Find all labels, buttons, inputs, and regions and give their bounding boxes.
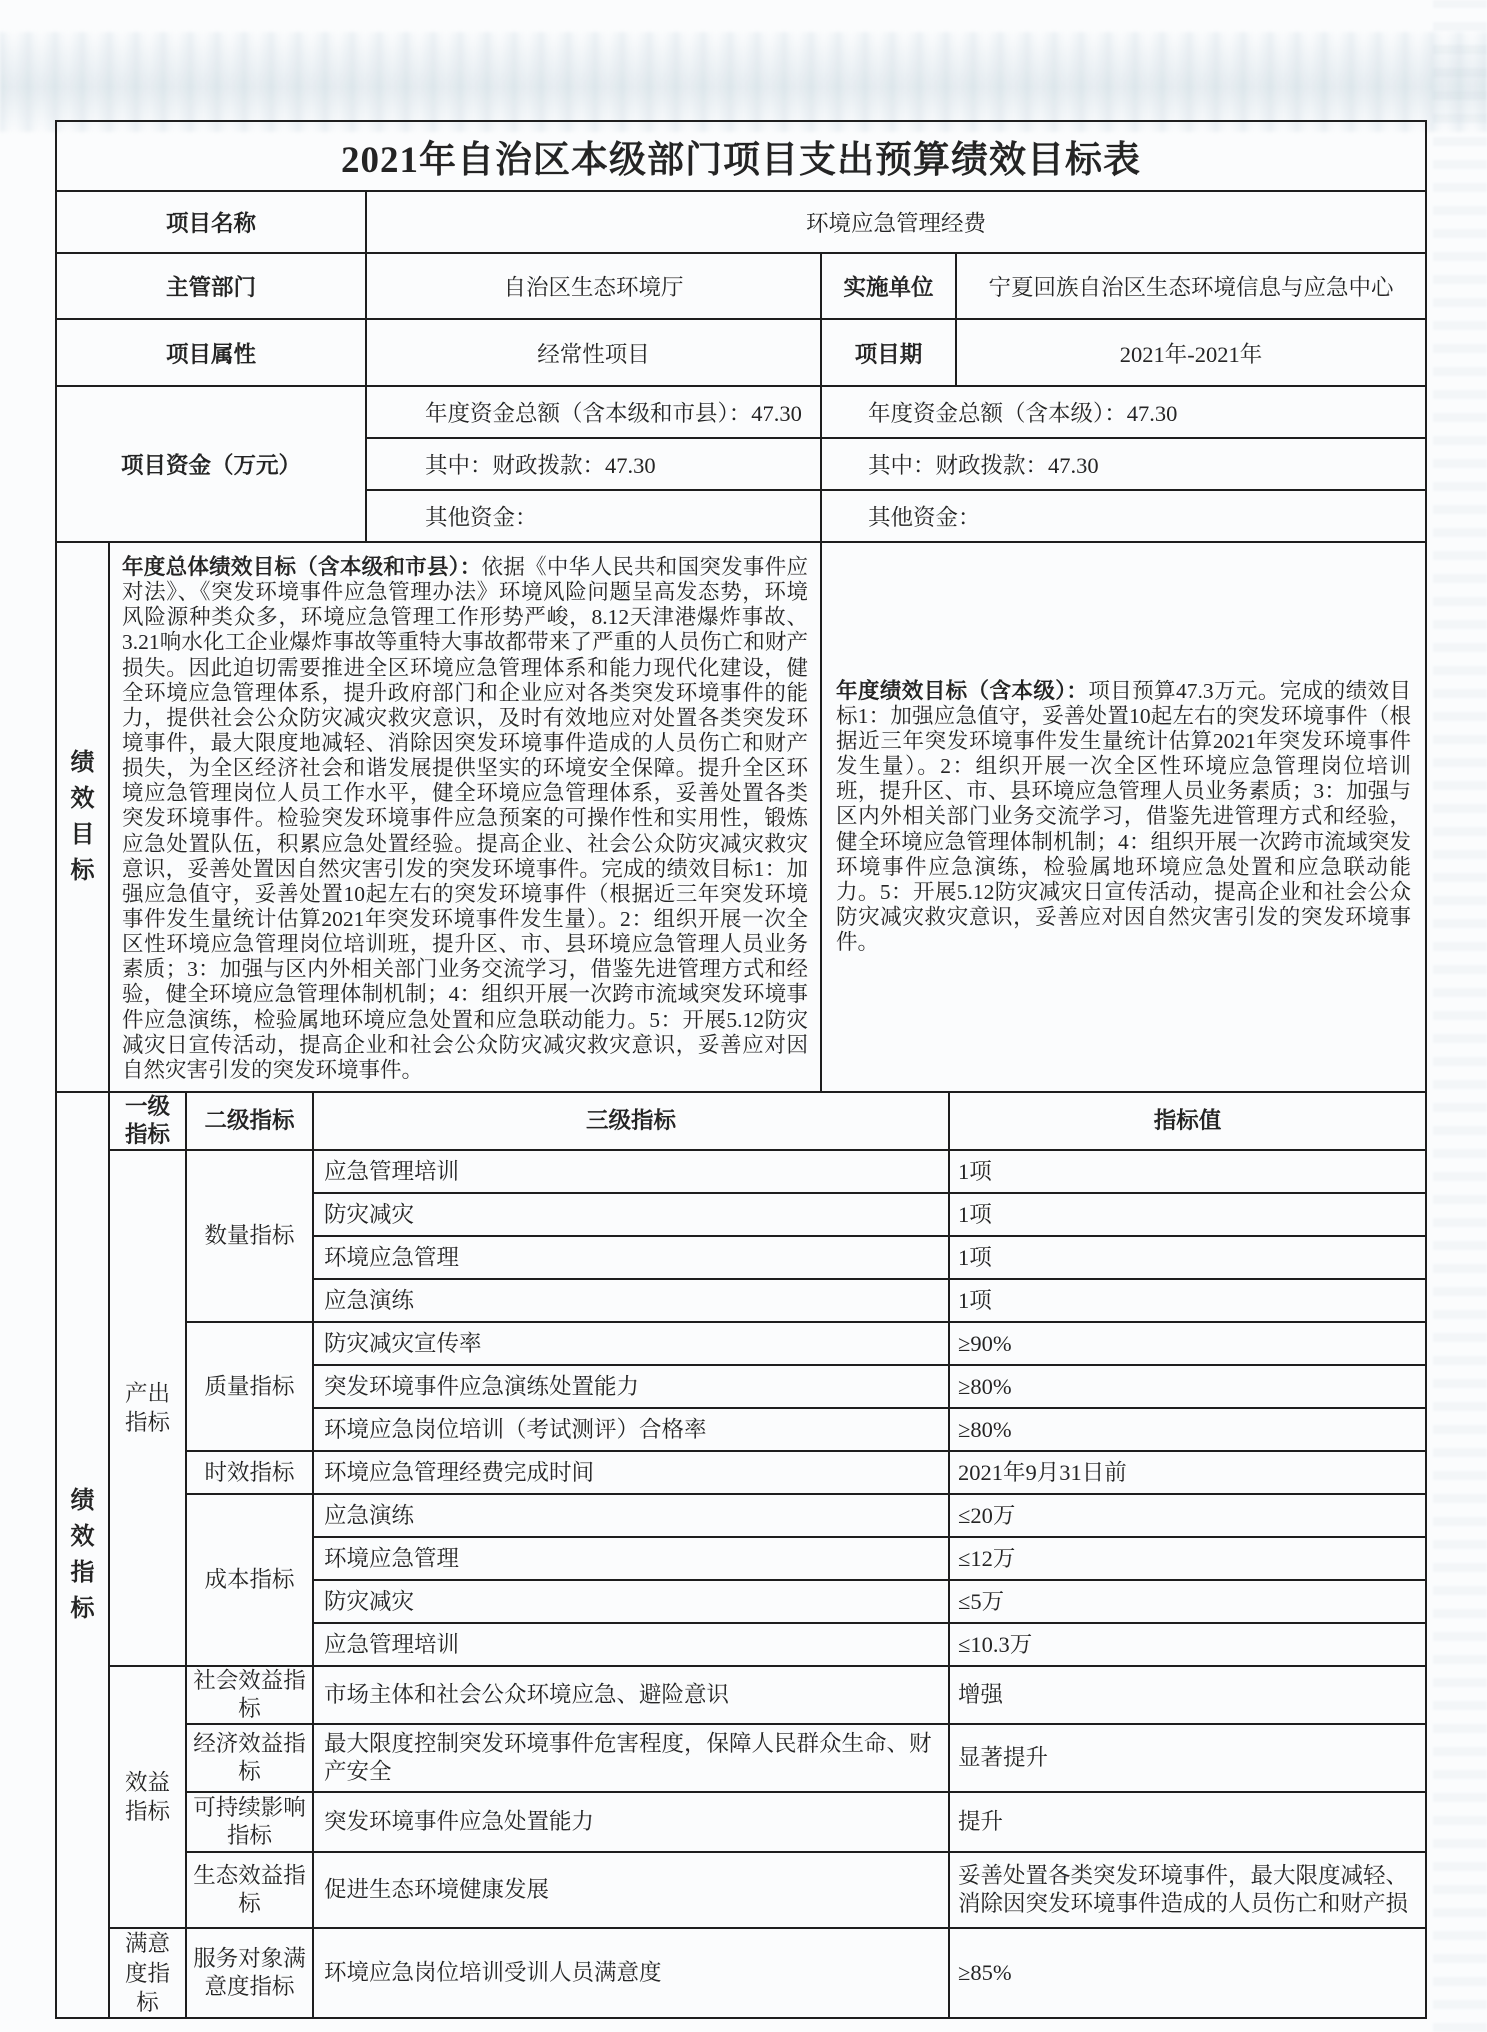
project-name-value: 环境应急管理经费 bbox=[366, 191, 1426, 253]
scan-noise-edge bbox=[1433, 0, 1487, 2032]
level2-service-satisfaction-indicators: 服务对象满意度指标 bbox=[186, 1928, 313, 2018]
performance-goals-section bbox=[55, 541, 1427, 1093]
indicator-value: ≥85% bbox=[949, 1928, 1426, 2018]
implement-unit-label: 实施单位 bbox=[821, 253, 956, 319]
header-level3: 三级指标 bbox=[313, 1092, 949, 1150]
funding-total-left: 年度资金总额（含本级和市县）：47.30 bbox=[366, 386, 821, 438]
indicator-name: 应急管理培训 bbox=[313, 1623, 949, 1666]
funding-total-right: 年度资金总额（含本级）：47.30 bbox=[821, 386, 1426, 438]
indicator-value: 1项 bbox=[949, 1279, 1426, 1322]
implement-unit-value: 宁夏回族自治区生态环境信息与应急中心 bbox=[956, 253, 1426, 319]
level2-social-benefit-indicators: 社会效益指标 bbox=[186, 1666, 313, 1724]
indicator-value: ≤12万 bbox=[949, 1537, 1426, 1580]
indicator-name: 应急演练 bbox=[313, 1279, 949, 1322]
overall-goal-body: 依据《中华人民共和国突发事件应对法》、《突发环境事件应急管理办法》环境风险问题呈高发态势，环境风险源种类众多，环境应急管理工作形势严峻，8.12天津港爆炸事故、3.21响水化工企业爆炸事故等重特大事故都带来了严重的人员伤亡和财产损失。因此迫切需要推进全区环境应急管理体系和能力现代化建设，健全环境应急管理体系，提升政府部门和企业应对各类突发环境事件的能力，提供社会公众防灾减灾救灾意识，及时有效地应对处置各类突发环境事件，最大限度地减轻、消除因突发环境事件造成的人员伤亡和财产损失，为全区经济社会和谐发展提供坚实的环境安全保障。提升全区环境应急管理岗位人员工作水平，健全环境应急管理体系，妥善处置各类突发环境事件。检验突发环境事件应急预案的可操作性和实用性，锻炼应急处置队伍，积累应急处置经验。提高企业、社会公众防灾减灾救灾意识，妥善处置因自然灾害引发的突发环境事件。完成的绩效目标1：加强应急值守，妥善处置10起左右的突发环境事件（根据近三年突发环境事件发生量统计估算2021年突发环境事件发生量）。2：组织开展一次全区性环境应急管理岗位培训班，提升区、市、县环境应急管理人员业务素质；3：加强与区内外相关部门业务交流学习，借鉴先进管理方式和经验，健全环境应急管理体制机制；4：组织开展一次跨市流域突发环境事件应急演练，检验属地环境应急处置和应急联动能力。5：开展5.12防灾减灾日宣传活动，提高企业和社会公众防灾减灾救灾意识，妥善应对因自然灾害引发的突发环境事件。 bbox=[122, 555, 808, 1082]
annual-goal-cell bbox=[821, 542, 1426, 1092]
level2-ecological-benefit-indicators: 生态效益指标 bbox=[186, 1852, 313, 1928]
indicators-section-label-cell bbox=[56, 1092, 109, 2018]
annual-goal-title: 年度绩效目标（含本级）： bbox=[836, 678, 1089, 703]
level1-benefit-indicators: 效益指标 bbox=[109, 1666, 186, 1928]
indicator-name: 环境应急岗位培训受训人员满意度 bbox=[313, 1928, 949, 2018]
indicator-name: 环境应急管理经费完成时间 bbox=[313, 1451, 949, 1494]
department-value: 自治区生态环境厅 bbox=[366, 253, 821, 319]
indicator-value: 1项 bbox=[949, 1236, 1426, 1279]
header-level1: 一级指标 bbox=[109, 1092, 186, 1150]
indicator-value: ≥80% bbox=[949, 1408, 1426, 1451]
scan-noise-band bbox=[0, 32, 1487, 132]
level2-quantity-indicators: 数量指标 bbox=[186, 1150, 313, 1322]
attribute-label: 项目属性 bbox=[56, 319, 366, 386]
indicator-name: 环境应急岗位培训（考试测评）合格率 bbox=[313, 1408, 949, 1451]
indicator-value: 2021年9月31日前 bbox=[949, 1451, 1426, 1494]
indicator-name: 防灾减灾 bbox=[313, 1193, 949, 1236]
indicator-name: 最大限度控制突发环境事件危害程度，保障人民群众生命、财产安全 bbox=[313, 1724, 949, 1792]
performance-indicators-table bbox=[55, 1091, 1427, 2019]
indicator-name: 突发环境事件应急演练处置能力 bbox=[313, 1365, 949, 1408]
goals-section-label: 绩效目标 bbox=[70, 749, 95, 884]
indicator-name: 促进生态环境健康发展 bbox=[313, 1852, 949, 1928]
indicator-name: 防灾减灾 bbox=[313, 1580, 949, 1623]
funding-label: 项目资金（万元） bbox=[56, 386, 366, 542]
level1-output-indicators: 产出指标 bbox=[109, 1150, 186, 1666]
performance-target-table bbox=[55, 120, 1425, 2019]
level2-timeliness-indicators: 时效指标 bbox=[186, 1451, 313, 1494]
indicator-value: 显著提升 bbox=[949, 1724, 1426, 1792]
funding-fiscal-left: 其中：财政拨款：47.30 bbox=[366, 438, 821, 490]
funding-other-left: 其他资金： bbox=[366, 490, 821, 542]
indicator-value: ≤10.3万 bbox=[949, 1623, 1426, 1666]
annual-goal-text bbox=[836, 679, 1411, 956]
indicator-name: 突发环境事件应急处置能力 bbox=[313, 1792, 949, 1852]
indicator-value: 1项 bbox=[949, 1193, 1426, 1236]
goals-section-label-cell bbox=[56, 542, 109, 1092]
period-value: 2021年-2021年 bbox=[956, 319, 1426, 386]
indicator-name: 市场主体和社会公众环境应急、避险意识 bbox=[313, 1666, 949, 1724]
funding-fiscal-right: 其中：财政拨款：47.30 bbox=[821, 438, 1426, 490]
project-name-label: 项目名称 bbox=[56, 191, 366, 253]
indicator-value: ≤20万 bbox=[949, 1494, 1426, 1537]
period-label: 项目期 bbox=[821, 319, 956, 386]
level2-sustainable-impact-indicators: 可持续影响指标 bbox=[186, 1792, 313, 1852]
indicators-section-label: 绩效指标 bbox=[70, 1488, 95, 1623]
funding-other-right: 其他资金： bbox=[821, 490, 1426, 542]
level2-cost-indicators: 成本指标 bbox=[186, 1494, 313, 1666]
indicator-name: 防灾减灾宣传率 bbox=[313, 1322, 949, 1365]
header-level2: 二级指标 bbox=[186, 1092, 313, 1150]
indicator-name: 环境应急管理 bbox=[313, 1537, 949, 1580]
level2-economic-benefit-indicators: 经济效益指标 bbox=[186, 1724, 313, 1792]
annual-goal-body: 项目预算47.3万元。完成的绩效目标1：加强应急值守，妥善处置10起左右的突发环境事件（根据近三年突发环境事件发生量统计估算2021年突发环境事件发生量）。2：组织开展一次全区性环境应急管理岗位培训班，提升区、市、县环境应急管理人员业务素质；3：加强与区内外相关部门业务交流学习，借鉴先进管理方式和经验，健全环境应急管理体制机制；4：组织开展一次跨市流域突发环境事件应急演练，检验属地环境应急处置和应急联动能力。5：开展5.12防灾减灾日宣传活动，提高企业和社会公众防灾减灾救灾意识，妥善应对因自然灾害引发的突发环境事件。 bbox=[836, 678, 1411, 955]
indicator-name: 应急演练 bbox=[313, 1494, 949, 1537]
indicator-value: ≥80% bbox=[949, 1365, 1426, 1408]
level1-satisfaction-indicators: 满意度指标 bbox=[109, 1928, 186, 2018]
level2-quality-indicators: 质量指标 bbox=[186, 1322, 313, 1451]
indicator-value: 增强 bbox=[949, 1666, 1426, 1724]
indicator-value: 妥善处置各类突发环境事件，最大限度减轻、消除因突发环境事件造成的人员伤亡和财产损 bbox=[949, 1852, 1426, 1928]
project-info-table bbox=[55, 120, 1427, 543]
attribute-value: 经常性项目 bbox=[366, 319, 821, 386]
indicator-value: ≥90% bbox=[949, 1322, 1426, 1365]
indicator-name: 环境应急管理 bbox=[313, 1236, 949, 1279]
indicator-value: 提升 bbox=[949, 1792, 1426, 1852]
indicator-name: 应急管理培训 bbox=[313, 1150, 949, 1193]
page-title: 2021年自治区本级部门项目支出预算绩效目标表 bbox=[56, 121, 1426, 191]
indicator-value: 1项 bbox=[949, 1150, 1426, 1193]
header-value: 指标值 bbox=[949, 1092, 1426, 1150]
overall-goal-cell bbox=[109, 542, 821, 1092]
overall-goal-text bbox=[122, 555, 808, 1083]
indicator-value: ≤5万 bbox=[949, 1580, 1426, 1623]
department-label: 主管部门 bbox=[56, 253, 366, 319]
overall-goal-title: 年度总体绩效目标（含本级和市县）： bbox=[122, 555, 482, 579]
